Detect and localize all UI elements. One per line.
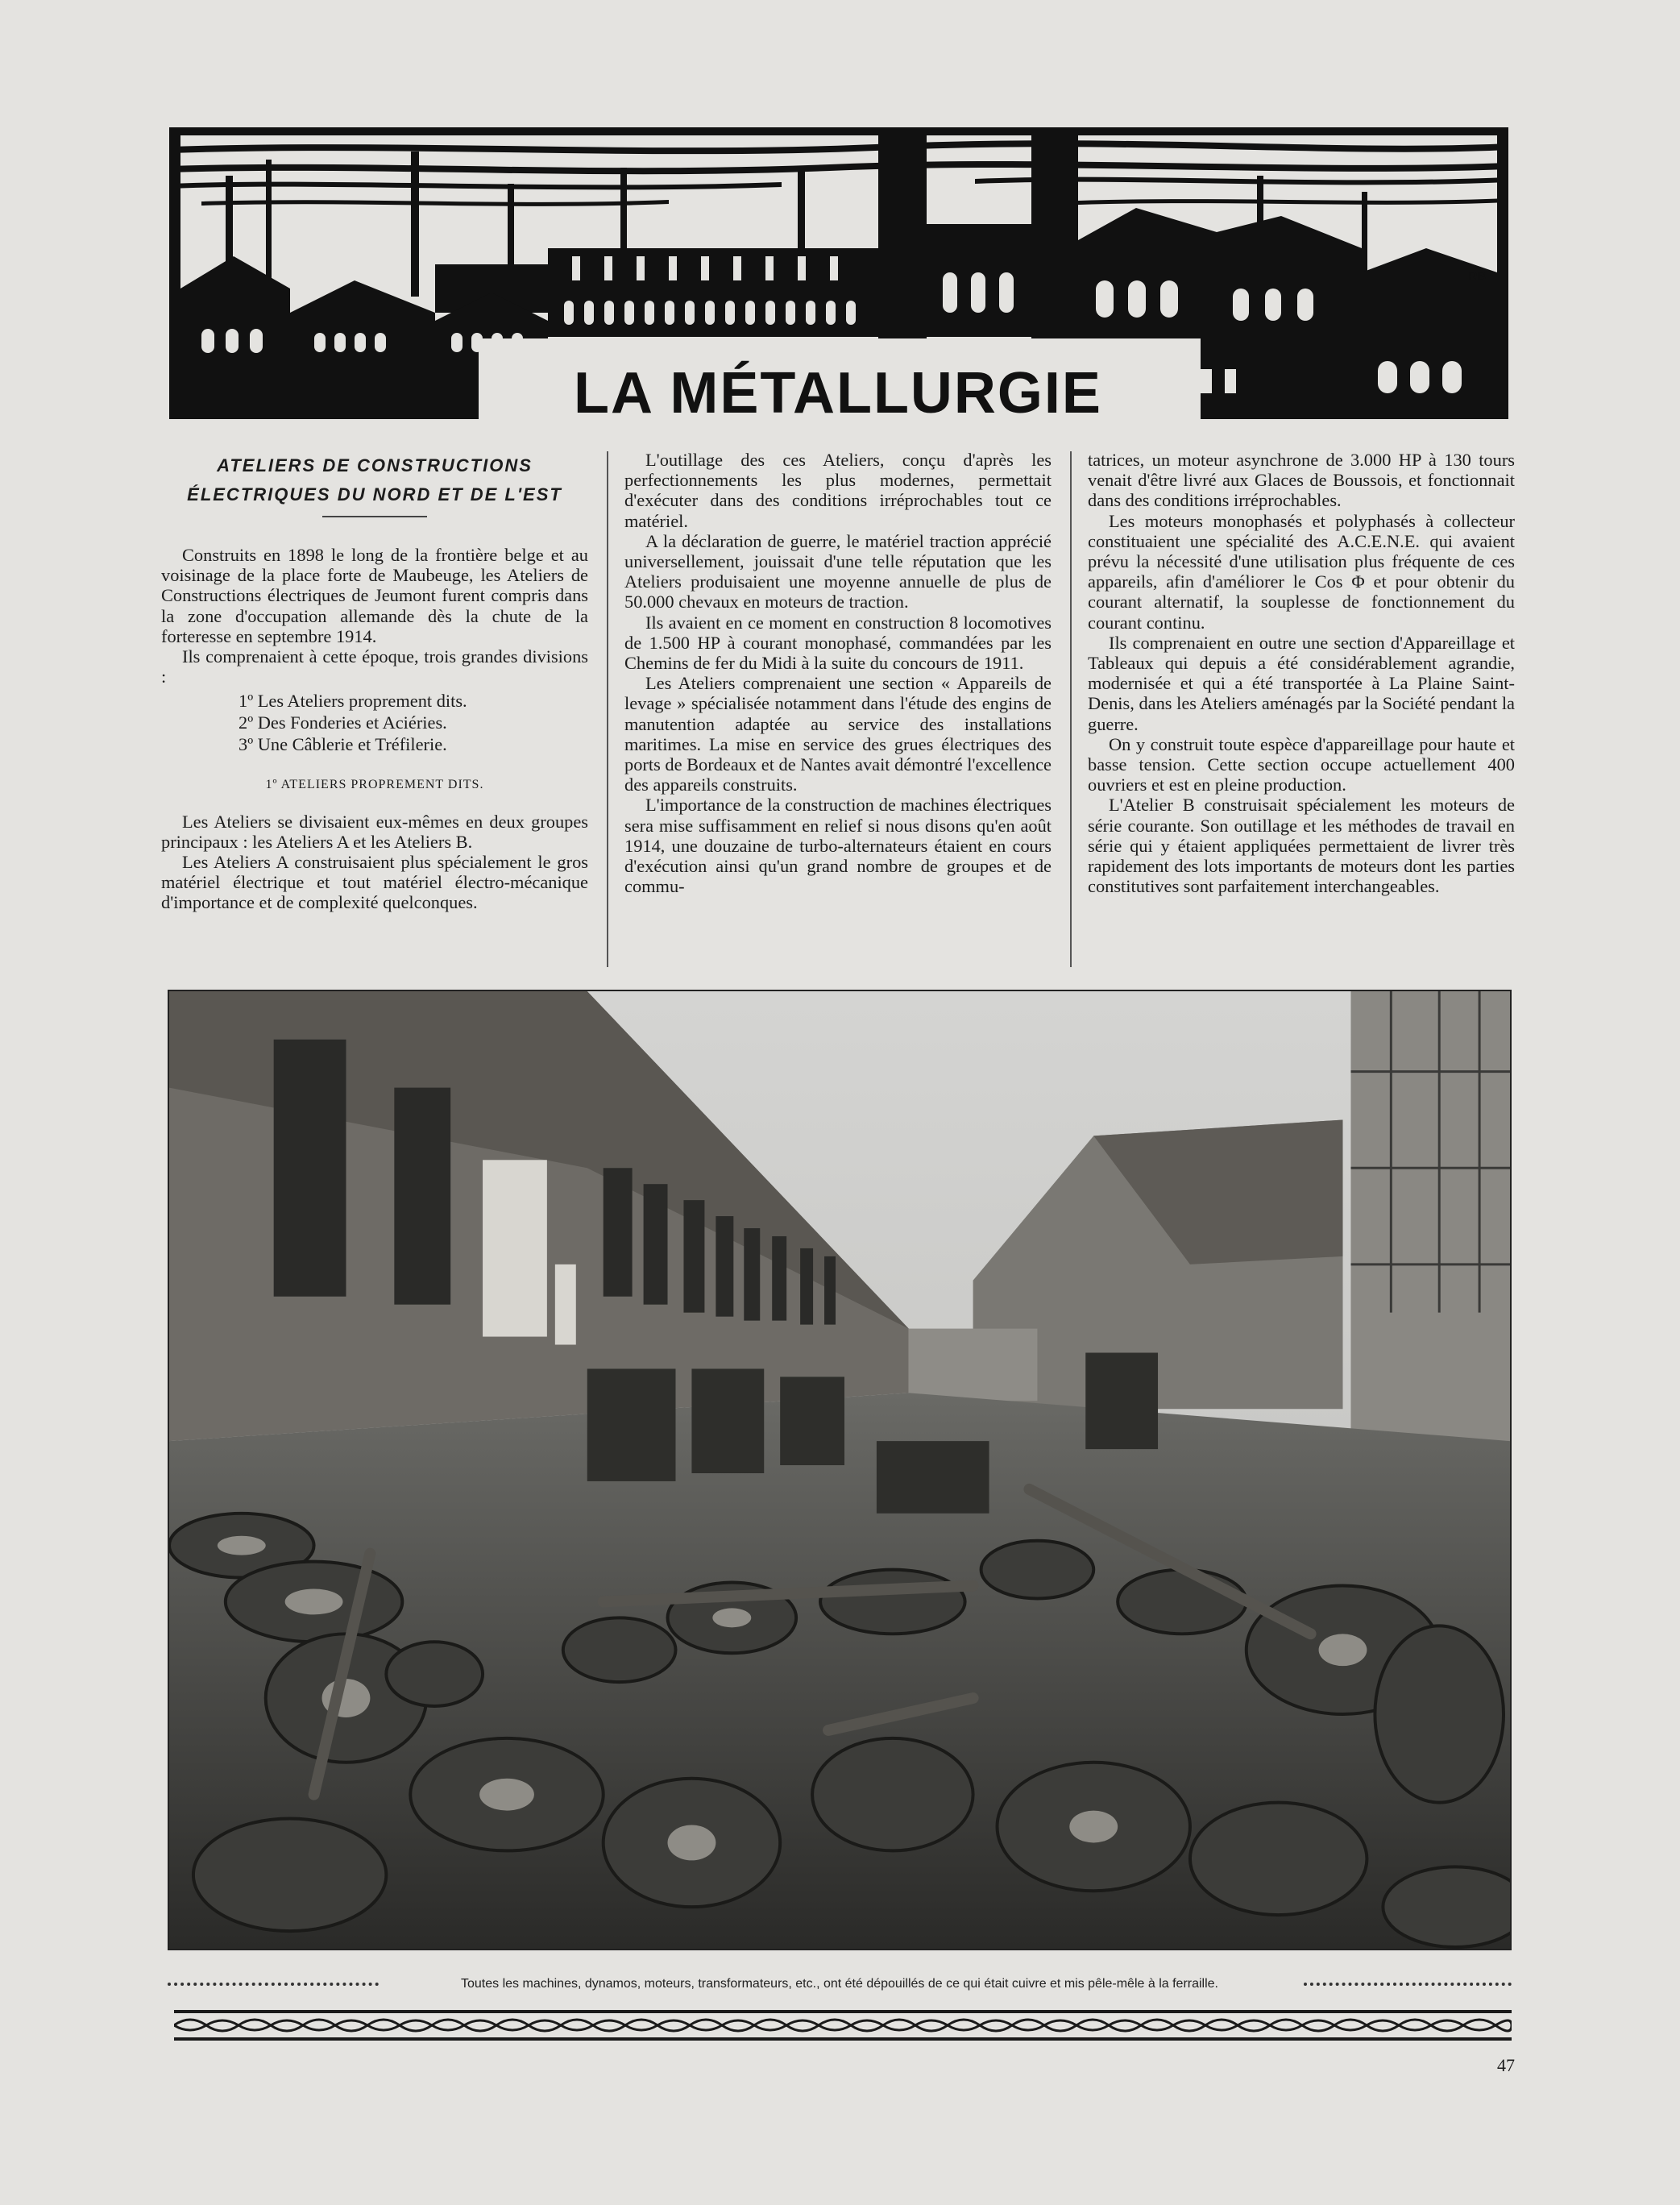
decorative-border-ornament [174,2010,1512,2041]
artist-monogram: RB [1468,270,1487,284]
subheading: 1º ATELIERS PROPREMENT DITS. [265,778,484,792]
paragraph: Ils avaient en ce moment en construction 8 locomotives de 1.500 HP à courant monophasé, commandées par les Chemins de fer du Midi à la suite du concours de 1911. [624,612,1052,674]
section-title-rule [322,516,427,517]
page-number: 47 [1497,2055,1515,2075]
text-column-2 [624,450,1052,965]
column-divider [1070,451,1072,967]
scrap-yard-photograph [168,990,1512,1950]
divisions-list [161,690,588,755]
paragraph: Les Ateliers comprenaient une section « Appareils de levage » spécialisée notamment dans l'étude des engins de manutention adaptée au service des installations maritimes. La mise en service des grues électriques des ports de Bordeaux et de Nantes avait démontré l'excellence des appareils construits. [624,673,1052,795]
paragraph: Les moteurs monophasés et polyphasés à collecteur constituaient une spécialité des A.C.E.N.E. qui avaient prévu la nécessité d'une utilisation plus fréquente de ces appareils, afin d'améliorer le Cos Φ et pour obtenir du courant alternatif, la souplesse de fonctionnement du courant continu. [1088,510,1515,633]
paragraph: Construits en 1898 le long de la frontière belge et au voisinage de la place forte de Maubeuge, les Ateliers de Constructions électriques de Jeumont furent compris dans la zone d'occupation allemande dès la chute de la forteresse en septembre 1914. [161,545,588,646]
paragraph: Ils comprenaient à cette époque, trois grandes divisions : [161,646,588,687]
paragraph: L'Atelier B construisait spécialement les moteurs de série courante. Son outillage et les méthodes de travail en série qui y étaient appliquées permettaient de livrer très rapidement des lots importants de moteurs dont les parties constitutives sont parfaitement interchangeables. [1088,795,1515,897]
paragraph: A la déclaration de guerre, le matériel traction apprécié universellement, jouissait d'une telle réputation que les Ateliers produisaient une moyenne annuelle de plus de 50.000 chevaux en moteurs de traction. [624,530,1052,612]
text-column-1 [161,450,588,965]
paragraph: Les Ateliers se divisaient eux-mêmes en deux groupes principaux : les Ateliers A et les Ateliers B. [161,811,588,852]
paragraph: Les Ateliers A construisaient plus spécialement le gros matériel électrique et tout matériel électro-mécanique d'importance et de complexité quelconques. [161,852,588,913]
section-title-line-1: ATELIERS DE CONSTRUCTIONS [217,455,533,475]
section-title-line-2: ÉLECTRIQUES DU NORD ET DE L'EST [187,484,562,505]
photo-caption: Toutes les machines, dynamos, moteurs, transformateurs, etc., ont été dépouillés de ce qui était cuivre et mis pêle-mêle à la ferraille. [461,1977,1218,1991]
paragraph: tatrices, un moteur asynchrone de 3.000 HP à 130 tours venait d'être livré aux Glaces de Boussois, et fonctionnait dans des conditions irréprochables. [1088,450,1515,511]
paragraph: L'importance de la construction de machines électriques sera mise suffisamment en relief si nous disons qu'en août 1914, une douzaine de turbo-alternateurs étaient en cours d'exécution ainsi qu'un grand nombre de groupes et de commu- [624,795,1052,897]
list-item: 2º Des Fonderies et Aciéries. [239,712,447,733]
column-divider [607,451,608,967]
paragraph: Ils comprenaient en outre une section d'Appareillage et Tableaux qui depuis a été considérablement agrandie, modernisée et qui a été transportée à La Plaine Saint-Denis, dans les Ateliers aménagés par la Société pendant la guerre. [1088,632,1515,734]
caption-dotted-rule [1304,1983,1512,1986]
paragraph: L'outillage des ces Ateliers, conçu d'après les perfectionnements les plus modernes, permettait d'exécuter dans des conditions irréprochables tout ce matériel. [624,450,1052,531]
list-item: 1º Les Ateliers proprement dits. [239,691,467,712]
list-item: 3º Une Câblerie et Tréfilerie. [239,734,447,755]
page-title: LA MÉTALLURGIE [574,361,1102,426]
text-column-3 [1088,450,1515,965]
paragraph: On y construit toute espèce d'appareillage pour haute et basse tension. Cette section occupe actuellement 400 ouvriers et est en pleine production. [1088,733,1515,795]
